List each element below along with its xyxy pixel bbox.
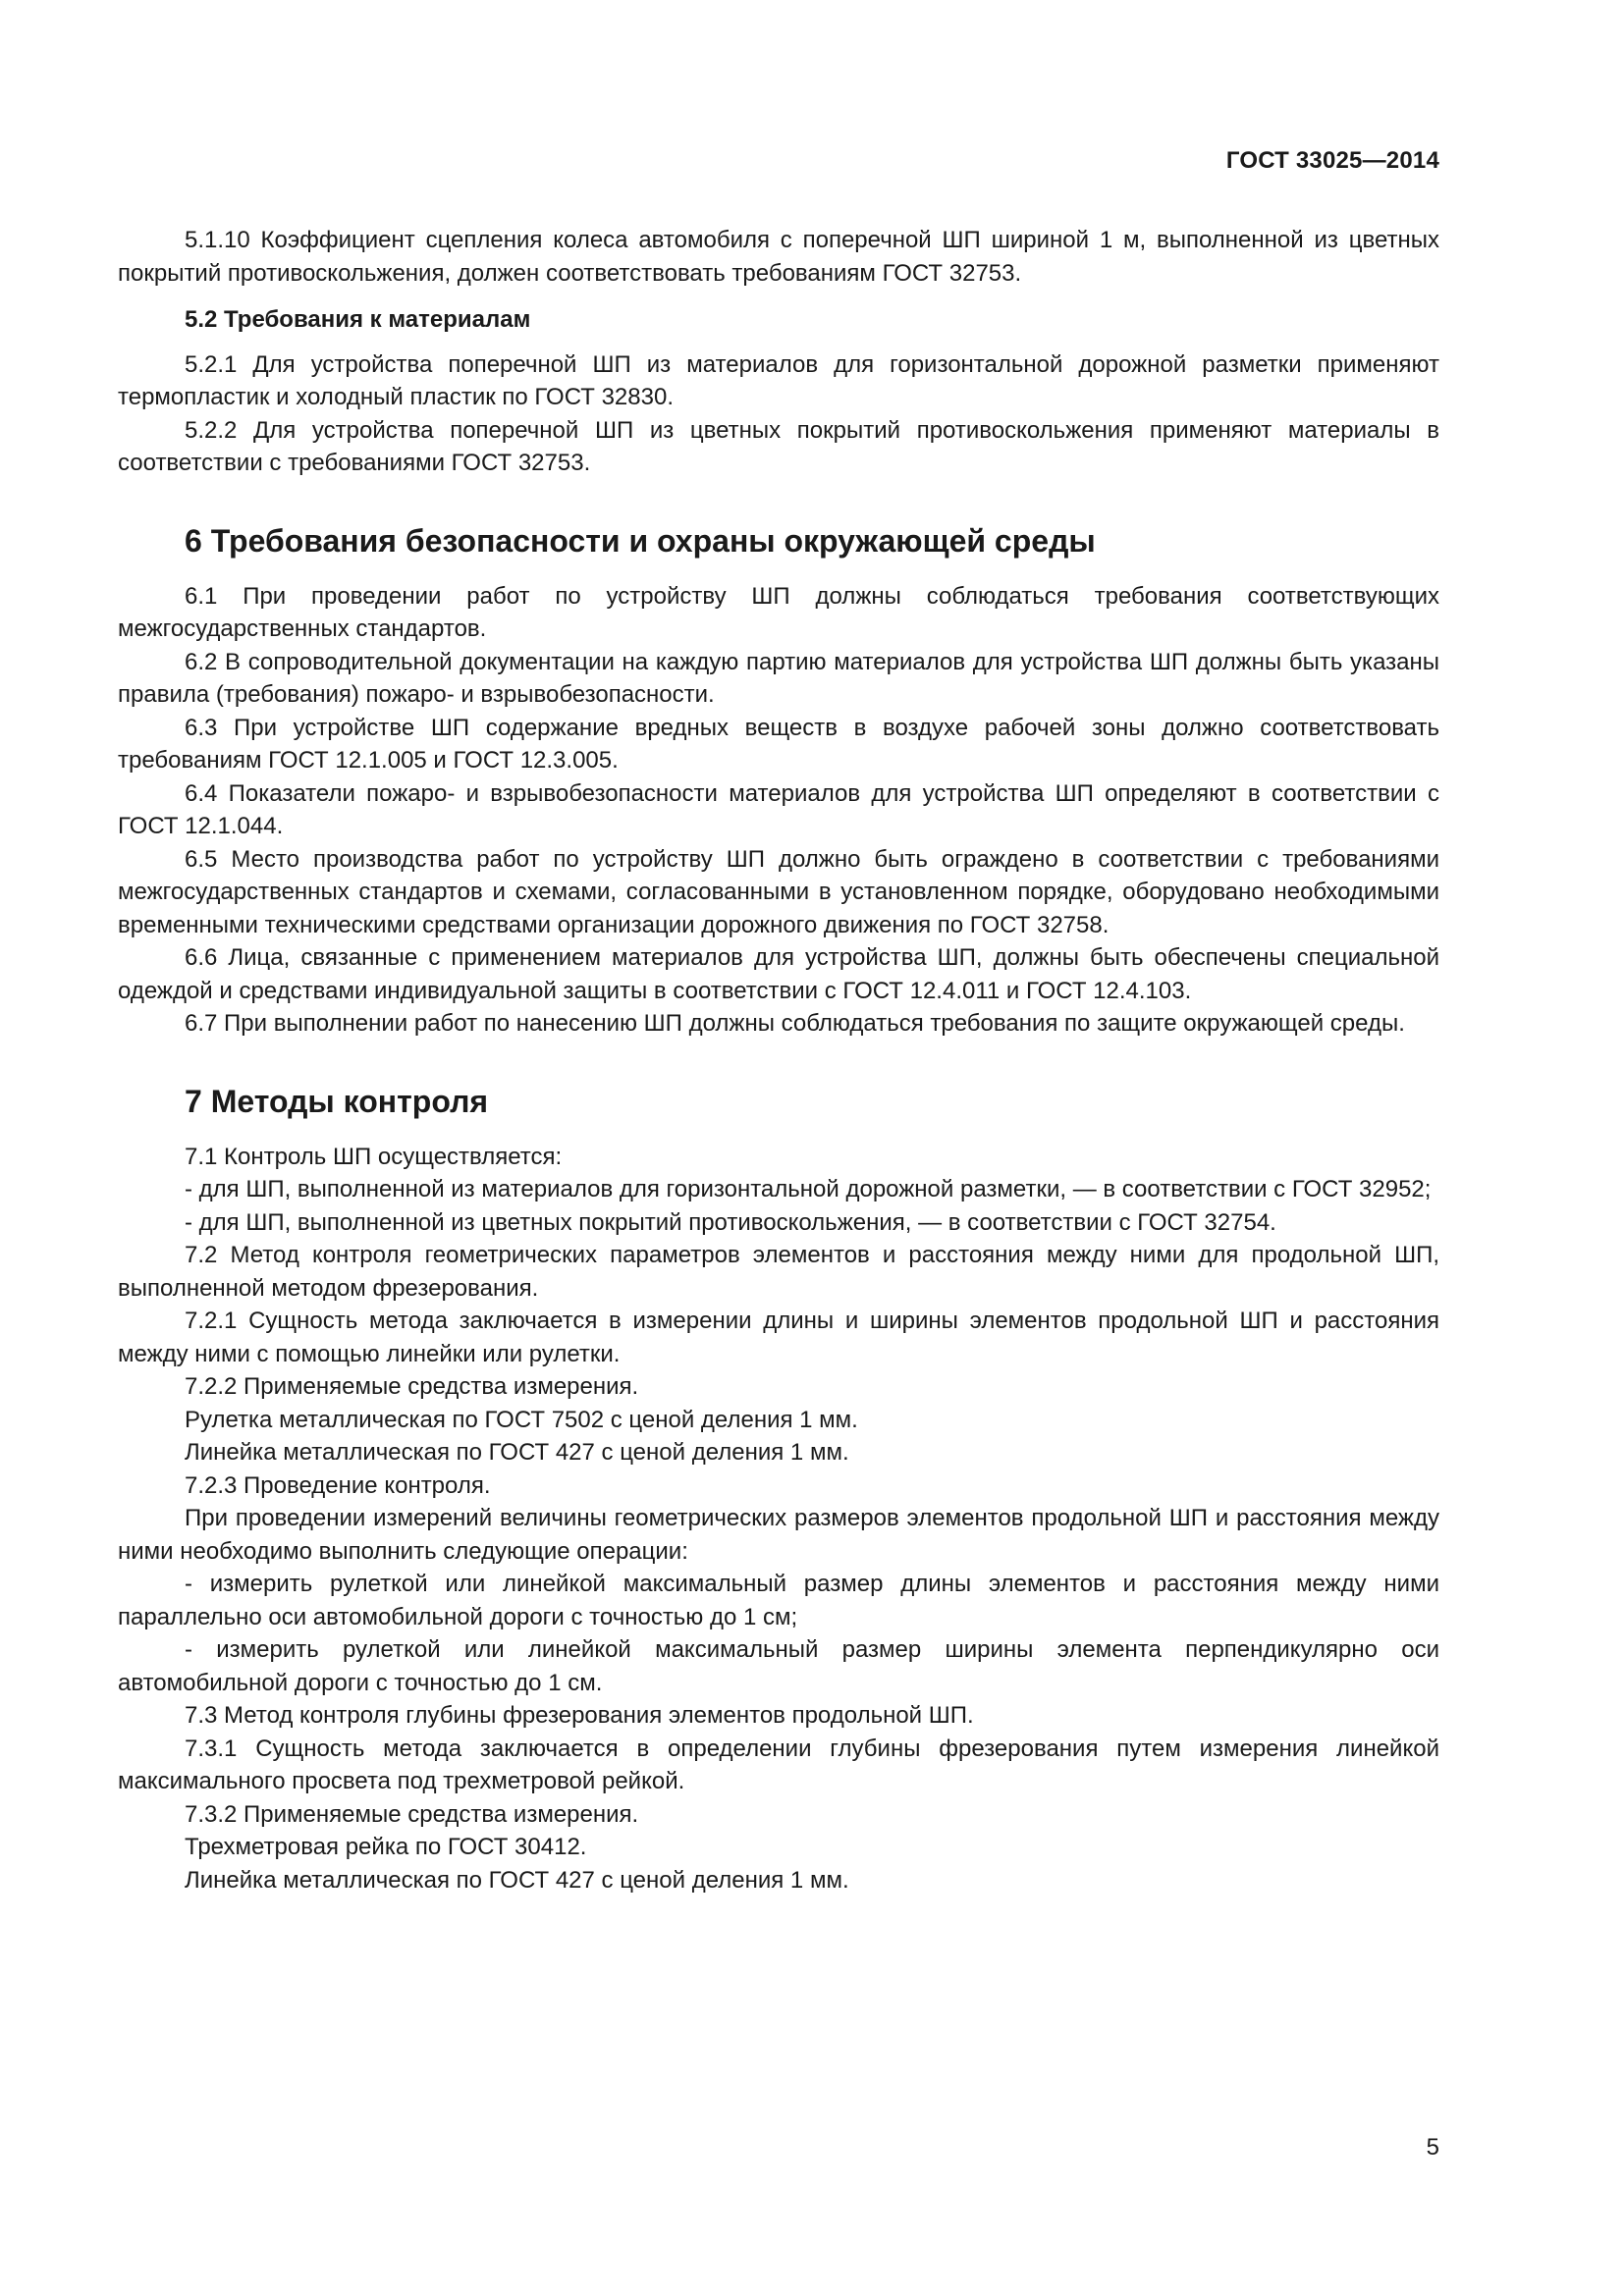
paragraph-7-2-1: 7.2.1 Сущность метода заключается в измерении длины и ширины элементов продольной ШП и расстояния между ними с помощью линейки или рулетки. [118,1308,1439,1367]
section-heading-7: 7 Методы контроля [185,1083,489,1119]
paragraph-7-3: 7.3 Метод контроля глубины фрезерования элементов продольной ШП. [185,1702,974,1729]
paragraph-6-4: 6.4 Показатели пожаро- и взрывобезопасности материалов для устройства ШП определяют в соответствии с ГОСТ 12.1.044. [118,779,1439,839]
paragraph-5-1-10: 5.1.10 Коэффициент сцепления колеса автомобиля с поперечной ШП шириной 1 м, выполненной из цветных покрытий противоскольжения, должен соответствовать требованиям ГОСТ 32753. [118,227,1439,287]
paragraph-7-2-2: 7.2.2 Применяемые средства измерения. [185,1373,639,1400]
subsection-heading-5-2: 5.2 Требования к материалам [185,306,531,333]
paragraph-7-2-2-b: Линейка металлическая по ГОСТ 427 с ценой деления 1 мм. [185,1439,849,1466]
section-heading-6: 6 Требования безопасности и охраны окружающей среды [185,522,1096,559]
paragraph-6-2: 6.2 В сопроводительной документации на каждую партию материалов для устройства ШП должны быть указаны правила (требования) пожаро- и взрывобезопасности. [118,648,1439,708]
paragraph-7-3-2: 7.3.2 Применяемые средства измерения. [185,1800,639,1828]
paragraph-7-2-3-a: При проведении измерений величины геометрических размеров элементов продольной ШП и расстояния между ними необходимо выполнить следующие операции: [118,1505,1439,1565]
paragraph-7-3-1: 7.3.1 Сущность метода заключается в определении глубины фрезерования путем измерения линейкой максимального просвета под трехметровой рейкой. [118,1735,1439,1794]
document-body [118,224,1439,1896]
paragraph-7-2-2-a: Рулетка металлическая по ГОСТ 7502 с ценой деления 1 мм. [185,1406,858,1433]
paragraph-7-2: 7.2 Метод контроля геометрических параметров элементов и расстояния между ними для продольной ШП, выполненной методом фрезерования. [118,1242,1439,1302]
paragraph-6-7: 6.7 При выполнении работ по нанесению ШП должны соблюдаться требования по защите окружающей среды. [185,1010,1405,1037]
paragraph-6-1: 6.1 При проведении работ по устройству ШП должны соблюдаться требования соответствующих межгосударственных стандартов. [118,582,1439,642]
list-item-7-2-3-b: - измерить рулеткой или линейкой максимальный размер длины элементов и расстояния между ними параллельно оси автомобильной дороги с точностью до 1 см; [118,1571,1439,1630]
paragraph-5-2-2: 5.2.2 Для устройства поперечной ШП из цветных покрытий противоскольжения применяют материалы в соответствии с требованиями ГОСТ 32753. [118,416,1439,476]
document-code: ГОСТ 33025—2014 [1225,147,1439,174]
paragraph-6-3: 6.3 При устройстве ШП содержание вредных веществ в воздухе рабочей зоны должно соответствовать требованиям ГОСТ 12.1.005 и ГОСТ 12.3.005. [118,714,1439,774]
list-item-7-1-a: - для ШП, выполненной из материалов для горизонтальной дорожной разметки, — в соответствии с ГОСТ 32952; [185,1176,1432,1202]
paragraph-6-6: 6.6 Лица, связанные с применением материалов для устройства ШП, должны быть обеспечены специальной одеждой и средствами индивидуальной защиты в соответствии с ГОСТ 12.4.011 и ГОСТ 12.4.103. [118,944,1439,1004]
list-item-7-1-b: - для ШП, выполненной из цветных покрытий противоскольжения, — в соответствии с ГОСТ 32754. [185,1208,1276,1236]
paragraph-7-1: 7.1 Контроль ШП осуществляется: [185,1143,563,1170]
paragraph-5-2-1: 5.2.1 Для устройства поперечной ШП из материалов для горизонтальной дорожной разметки применяют термопластик и холодный пластик по ГОСТ 32830. [118,350,1439,410]
list-item-7-2-3-c: - измерить рулеткой или линейкой максимальный размер ширины элемента перпендикулярно оси автомобильной дороги с точностью до 1 см. [118,1636,1439,1696]
page-number: 5 [1426,2134,1439,2161]
paragraph-7-2-3: 7.2.3 Проведение контроля. [185,1471,491,1499]
paragraph-6-5: 6.5 Место производства работ по устройству ШП должно быть ограждено в соответствии с требованиями межгосударственных стандартов и схемами, согласованными в установленном порядке, оборудовано необходимыми временными техническими средствами организации дорожного движения по ГОСТ 32758. [118,845,1439,938]
paragraph-7-3-2-b: Линейка металлическая по ГОСТ 427 с ценой деления 1 мм. [185,1866,849,1894]
paragraph-7-3-2-a: Трехметровая рейка по ГОСТ 30412. [185,1834,587,1860]
